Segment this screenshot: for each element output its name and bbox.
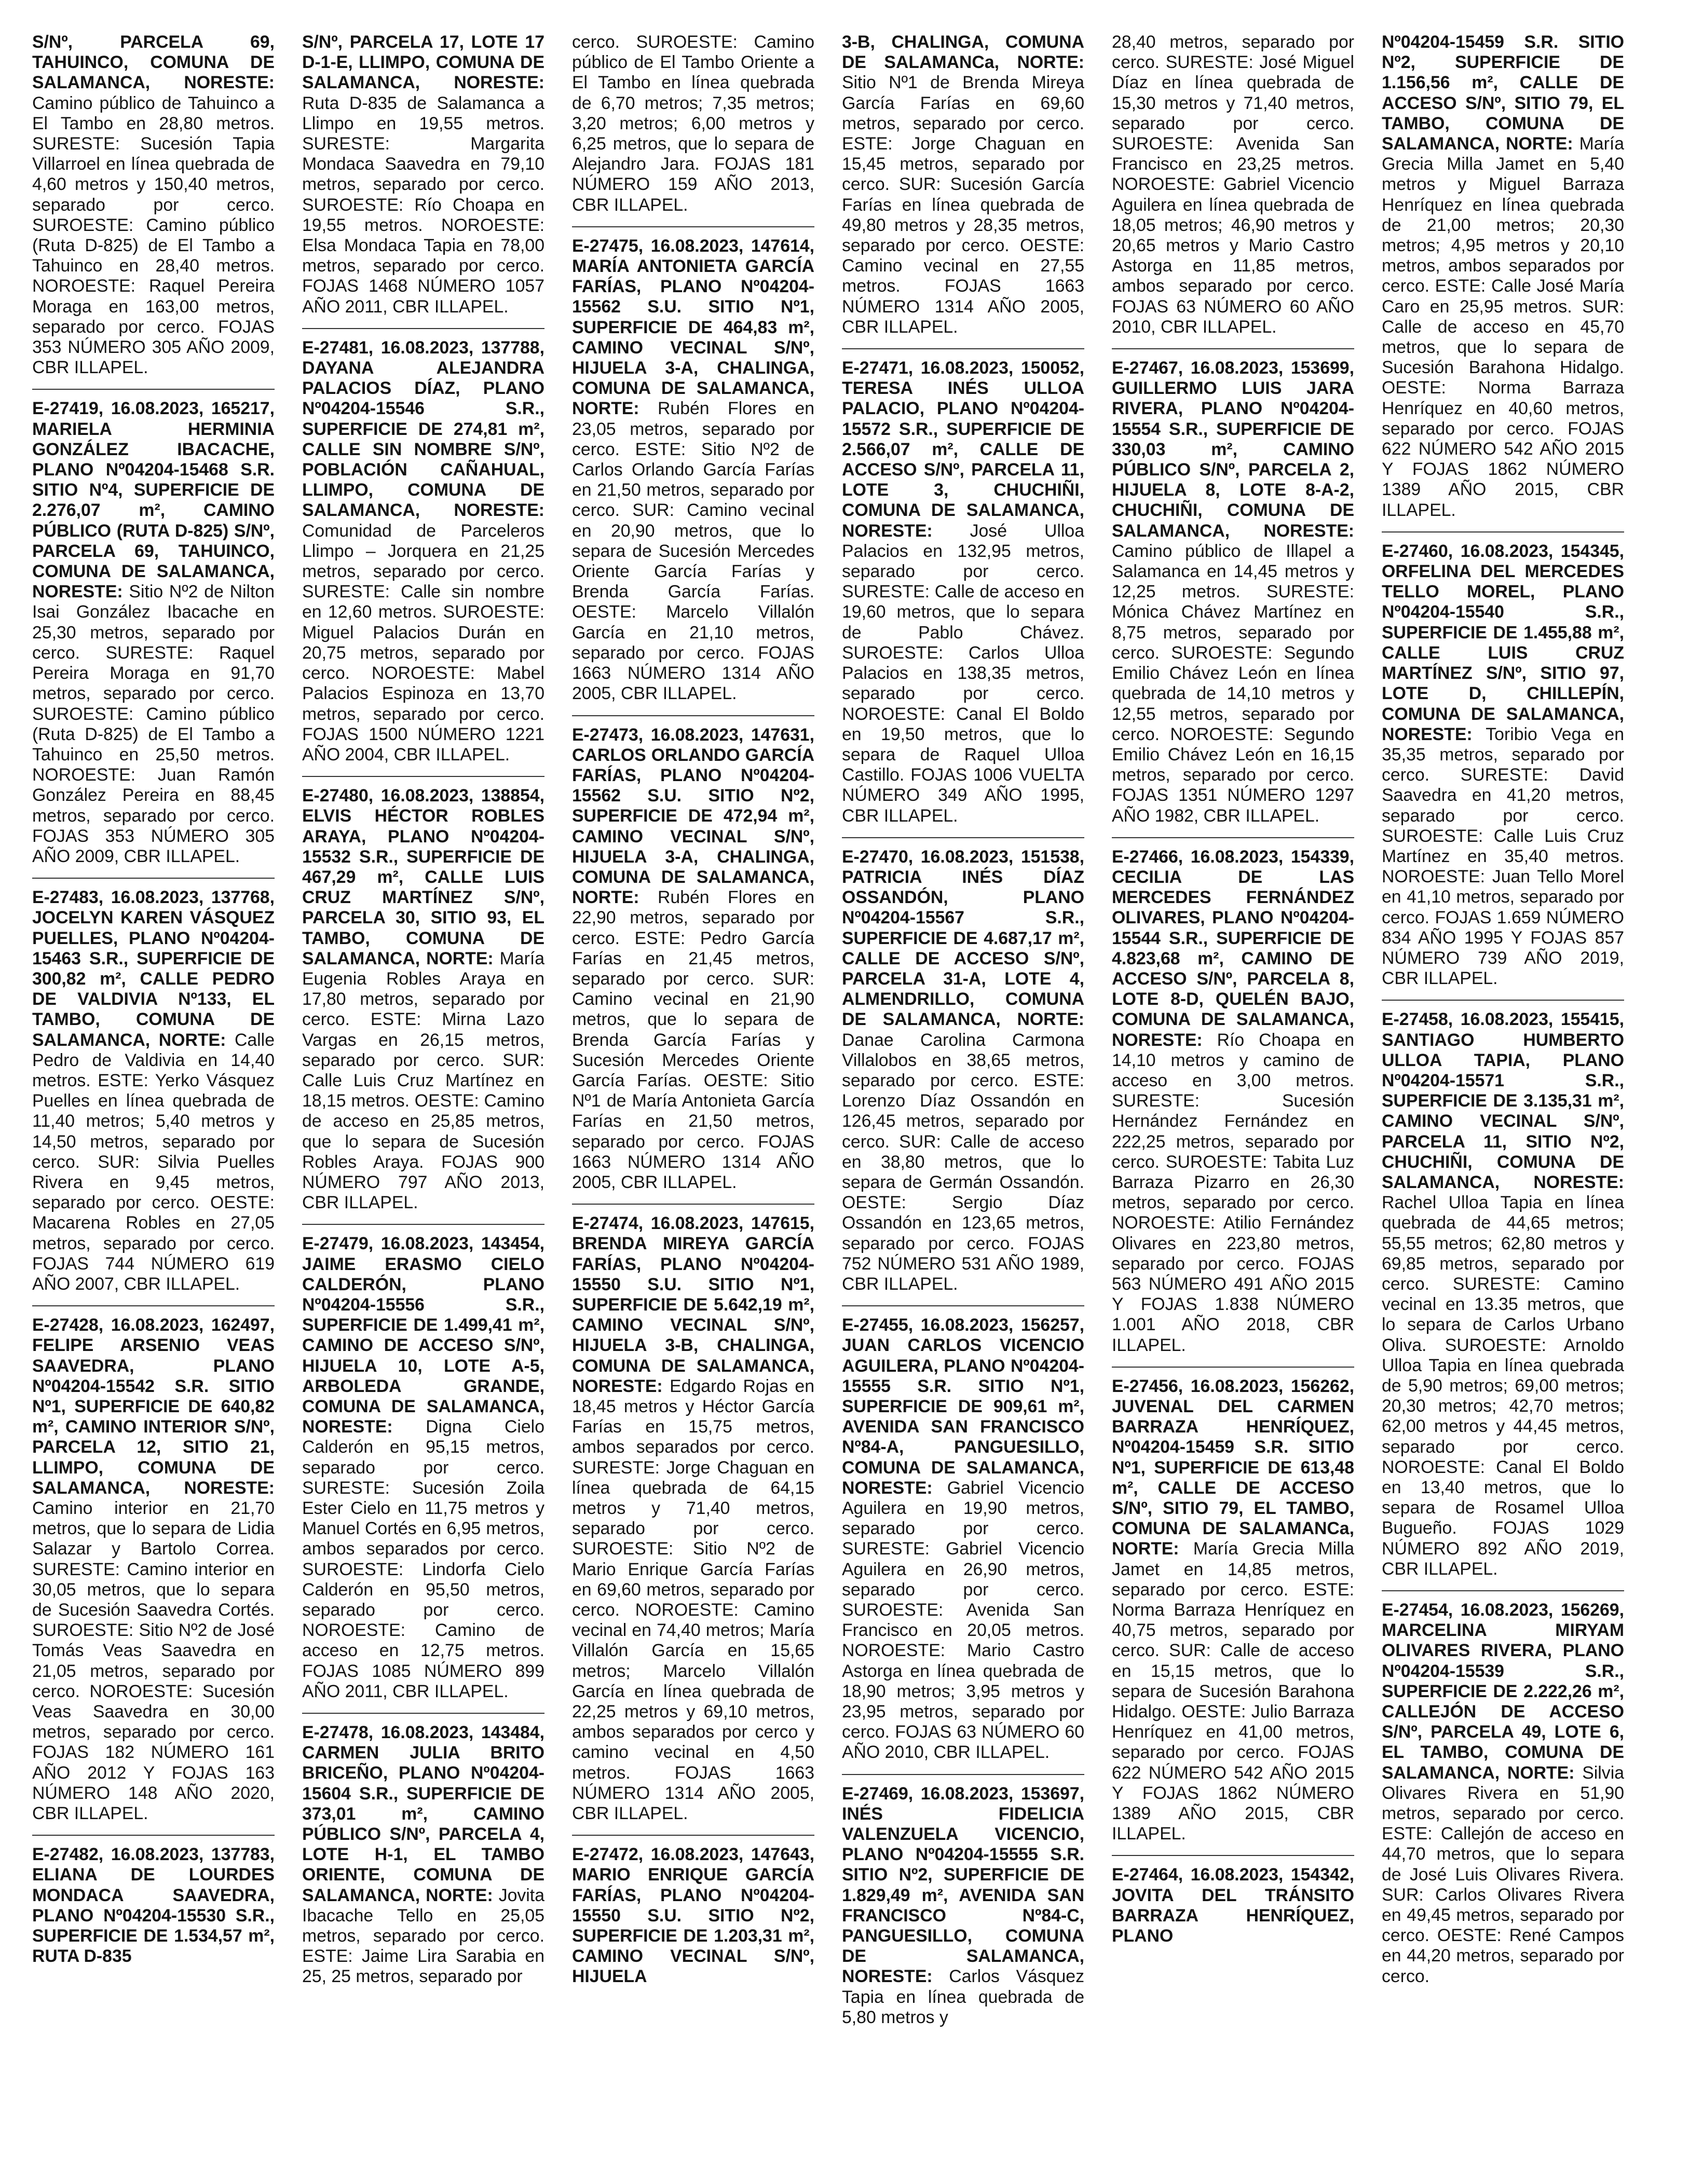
entry-body: Silvia Olivares Rivera en 51,90 metros, separado por cerco. ESTE: Callejón de acceso en 44,70 metros, que lo separa de José Luis Olivares Rivera. SUR: Carlos Olivares Rivera en 49,45 metros, separado por cerco. OESTE: René Campos en 44,20 metros, separado por cerco. <box>1382 1763 1624 1986</box>
entry-heading: E-27480, 16.08.2023, 138854, ELVIS HÉCTOR ROBLES ARAYA, PLANO Nº04204-15532 S.R., SUPERFICIE DE 467,29 m², CALLE LUIS CRUZ MARTÍNEZ S/Nº, PARCELA 30, SITIO 93, EL TAMBO, COMUNA DE SALAMANCA, NORTE: <box>302 786 544 968</box>
entry-heading: E-27456, 16.08.2023, 156262, JUVENAL DEL CARMEN BARRAZA HENRÍQUEZ, Nº04204-15459 S.R. SITIO Nº1, SUPERFICIE DE 613,48 m², CALLE DE ACCESO S/Nº, SITIO 79, EL TAMBO, COMUNA DE SALAMANCa, NORTE: <box>1112 1376 1354 1559</box>
registry-entry <box>1112 847 1354 1356</box>
entry-body: Comunidad de Parceleros Llimpo – Jorquera en 21,25 metros, separado por cerco. SURESTE: Calle sin nombre en 12,60 metros. SUROESTE: Miguel Palacios Durán en 20,75 metros, separado por cerco. NOROESTE: Mabel Palacios Espinoza en 13,70 metros, separado por cerco. FOJAS 1500 NÚMERO 1221 AÑO 2004, CBR ILLAPEL. <box>302 521 544 765</box>
entry-body: José Ulloa Palacios en 132,95 metros, separado por cerco. SURESTE: Calle de acceso en 19,60 metros, que lo separa de Pablo Chávez. SUROESTE: Carlos Ulloa Palacios en 138,35 metros, separado por cerco. NOROESTE: Canal El Boldo en 19,50 metros, que lo separa de Raquel Ulloa Castillo. FOJAS 1006 VUELTA NÚMERO 349 AÑO 1995, CBR ILLAPEL. <box>842 521 1084 826</box>
entry-heading: E-27469, 16.08.2023, 153697, INÉS FIDELICIA VALENZUELA VICENCIO, PLANO Nº04204-15555 S.R. SITIO Nº2, SUPERFICIE DE 1.829,49 m², AVENIDA SAN FRANCISCO Nº84-C, PANGUESILLO, COMUNA DE SALAMANCA, NORESTE: <box>842 1783 1084 1987</box>
registry-entry <box>572 1845 814 1987</box>
entry-heading: S/Nº, PARCELA 17, LOTE 17 D-1-E, LLIMPO, COMUNA DE SALAMANCA, NORESTE: <box>302 32 544 93</box>
registry-entry <box>302 1723 544 1987</box>
entry-body: Camino interior en 21,70 metros, que lo separa de Lidia Salazar y Bartolo Correa. SURESTE: Camino interior en 30,05 metros, que lo separa de Sucesión Saavedra Cortés. SUROESTE: Sitio Nº2 de José Tomás Veas Saavedra en 21,05 metros, separado por cerco. NOROESTE: Sucesión Veas Saavedra en 30,00 metros, separado por cerco. FOJAS 182 NÚMERO 161 AÑO 2012 Y FOJAS 163 NÚMERO 148 AÑO 2020, CBR ILLAPEL. <box>32 1498 275 1824</box>
registry-entry <box>572 725 814 1193</box>
entry-separator <box>302 1713 544 1714</box>
entry-separator <box>1112 837 1354 838</box>
entry-body: Rubén Flores en 23,05 metros, separado por cerco. ESTE: Sitio Nº2 de Carlos Orlando García Farías en 21,50 metros, separado por cerco. SUR: Camino vecinal en 20,90 metros, que lo separa de Sucesión Mercedes Oriente García Farías y Brenda García Farías. OESTE: Marcelo Villalón García en 21,10 metros, separado por cerco. FOJAS 1663 NÚMERO 1314 AÑO 2005, CBR ILLAPEL. <box>572 399 814 704</box>
registry-entry <box>32 1845 275 1967</box>
entry-heading: E-27455, 16.08.2023, 156257, JUAN CARLOS VICENCIO AGUILERA, PLANO Nº04204-15555 S.R. SITIO Nº1, SUPERFICIE DE 909,61 m², AVENIDA SAN FRANCISCO Nº84-A, PANGUESILLO, COMUNA DE SALAMANCA, NORESTE: <box>842 1315 1084 1498</box>
registry-entry <box>1382 1600 1624 1987</box>
registry-entry <box>302 786 544 1213</box>
registry-entry <box>1382 541 1624 989</box>
column-1 <box>32 32 275 2141</box>
registry-entry <box>1382 32 1624 521</box>
registry-entry <box>1112 1865 1354 1946</box>
entry-separator <box>1382 1590 1624 1591</box>
entry-heading: 3-B, CHALINGA, COMUNA DE SALAMANCa, NORTE: <box>842 32 1084 73</box>
column-5 <box>1112 32 1354 2141</box>
entry-body: Rachel Ulloa Tapia en línea quebrada de 44,65 metros; 55,55 metros; 62,80 metros y 69,85 metros, separado por cerco. SURESTE: Camino vecinal en 13.35 metros, que lo separa de Carlos Urbano Oliva. SUROESTE: Arnoldo Ulloa Tapia en línea quebrada de 5,90 metros; 69,00 metros; 20,30 metros; 42,70 metros; 62,00 metros y 44,45 metros, separado por cerco. NOROESTE: Canal El Boldo en 13,40 metros, que lo separa de Rosamel Ulloa Bugueño. FOJAS 1029 NÚMERO 892 AÑO 2019, CBR ILLAPEL. <box>1382 1193 1624 1579</box>
registry-entry <box>1382 1009 1624 1579</box>
entry-body: Rubén Flores en 22,90 metros, separado por cerco. ESTE: Pedro García Farías en 21,45 metros, separado por cerco. SUR: Camino vecinal en 21,90 metros, que lo separa de Brenda García Farías y Sucesión Mercedes Oriente García Farías. OESTE: Sitio Nº1 de María Antonieta García Farías en 21,50 metros, separado por cerco. FOJAS 1663 NÚMERO 1314 AÑO 2005, CBR ILLAPEL. <box>572 888 814 1192</box>
entry-body: Calle Pedro de Valdivia en 14,40 metros. ESTE: Yerko Vásquez Puelles en línea quebrada de 11,40 metros; 5,40 metros y 14,50 metros, separado por cerco. SUR: Silvia Puelles Rivera en 9,45 metros, separado por cerco. OESTE: Macarena Robles en 27,05 metros, separado por cerco. FOJAS 744 NÚMERO 619 AÑO 2007, CBR ILLAPEL. <box>32 1030 275 1294</box>
registry-entry <box>1112 32 1354 337</box>
entry-body: Toribio Vega en 35,35 metros, separado por cerco. SURESTE: David Saavedra en 41,20 metros, separado por cerco. SUROESTE: Calle Luis Cruz Martínez en 35,40 metros. NOROESTE: Juan Tello Morel en 41,10 metros, separado por cerco. FOJAS 1.659 NÚMERO 834 AÑO 1995 Y FOJAS 857 NÚMERO 739 AÑO 2019, CBR ILLAPEL. <box>1382 724 1624 989</box>
entry-body: Carlos Vásquez Tapia en línea quebrada de 5,80 metros y <box>842 1967 1084 2027</box>
entry-body: Gabriel Vicencio Aguilera en 19,90 metros, separado por cerco. SURESTE: Gabriel Vicencio Aguilera en 26,90 metros, separado por cerco. SUROESTE: Avenida San Francisco en 20,05 metros. NOROESTE: Mario Castro Astorga en línea quebrada de 18,90 metros; 3,95 metros y 23,95 metros, separado por cerco. FOJAS 63 NÚMERO 60 AÑO 2010, CBR ILLAPEL. <box>842 1478 1084 1763</box>
entry-body: María Grecia Milla Jamet en 14,85 metros, separado por cerco. ESTE: Norma Barraza Henríquez en 40,75 metros, separado por cerco. SUR: Calle de acceso en 15,15 metros, que lo separa de Sucesión Barahona Hidalgo. OESTE: Julio Barraza Henríquez en 41,00 metros, separado por cerco. FOJAS 622 NÚMERO 542 AÑO 2015 Y FOJAS 1862 NÚMERO 1389 AÑO 2015, CBR ILLAPEL. <box>1112 1539 1354 1844</box>
entry-body: cerco. SUROESTE: Camino público de El Tambo Oriente a El Tambo en línea quebrada de 6,70 metros; 7,35 metros; 3,20 metros; 6,00 metros y 6,25 metros, que lo separa de Alejandro Jara. FOJAS 181 NÚMERO 159 AÑO 2013, CBR ILLAPEL. <box>572 32 814 215</box>
entry-body: Jovita Ibacache Tello en 25,05 metros, separado por cerco. ESTE: Jaime Lira Sarabia en 25, 25 metros, separado por <box>302 1885 544 1987</box>
entry-separator <box>572 1835 814 1836</box>
entry-separator <box>1112 1367 1354 1368</box>
column-2 <box>302 32 544 2141</box>
registry-entry <box>1112 358 1354 826</box>
entry-heading: E-27458, 16.08.2023, 155415, SANTIAGO HUMBERTO ULLOA TAPIA, PLANO Nº04204-15571 S.R., SUPERFICIE DE 3.135,31 m², CAMINO VECINAL S/Nº, PARCELA 11, SITIO Nº2, CHUCHIÑI, COMUNA DE SALAMANCA, NORESTE: <box>1382 1009 1624 1192</box>
entry-heading: Nº04204-15459 S.R. SITIO Nº2, SUPERFICIE DE 1.156,56 m², CALLE DE ACCESO S/Nº, SITIO 79, EL TAMBO, COMUNA DE SALAMANCA, NORTE: <box>1382 32 1624 154</box>
entry-heading: S/Nº, PARCELA 69, TAHUINCO, COMUNA DE SALAMANCA, NORESTE: <box>32 32 275 93</box>
entry-heading: E-27483, 16.08.2023, 137768, JOCELYN KAREN VÁSQUEZ PUELLES, PLANO Nº04204-15463 S.R., SUPERFICIE DE 300,82 m², CALLE PEDRO DE VALDIVIA Nº133, EL TAMBO, COMUNA DE SALAMANCA, NORTE: <box>32 888 275 1050</box>
entry-heading: E-27464, 16.08.2023, 154342, JOVITA DEL TRÁNSITO BARRAZA HENRÍQUEZ, PLANO <box>1112 1865 1354 1946</box>
entry-separator <box>302 1224 544 1225</box>
entry-heading: E-27470, 16.08.2023, 151538, PATRICIA INÉS DÍAZ OSSANDÓN, PLANO Nº04204-15567 S.R., SUPERFICIE DE 4.687,17 m², CALLE DE ACCESO S/Nº, PARCELA 31-A, LOTE 4, ALMENDRILLO, COMUNA DE SALAMANCA, NORTE: <box>842 847 1084 1030</box>
entry-body: María Grecia Milla Jamet en 5,40 metros y Miguel Barraza Henríquez en línea quebrada de 21,00 metros; 20,30 metros; 4,95 metros y 20,10 metros, ambos separados por cerco. ESTE: Calle José María Caro en 25,95 metros. SUR: Calle de acceso en 45,70 metros, que lo separa de Sucesión Barahona Hidalgo. OESTE: Norma Barraza Henríquez en 40,60 metros, separado por cerco. FOJAS 622 NÚMERO 542 AÑO 2015 Y FOJAS 1862 NÚMERO 1389 AÑO 2015, CBR ILLAPEL. <box>1382 134 1624 520</box>
registry-entry <box>32 32 275 378</box>
entry-heading: E-27478, 16.08.2023, 143484, CARMEN JULIA BRITO BRICEÑO, PLANO Nº04204-15604 S.R., SUPERFICIE DE 373,01 m², CAMINO PÚBLICO S/Nº, PARCELA 4, LOTE H-1, EL TAMBO ORIENTE, COMUNA DE SALAMANCA, NORTE: <box>302 1723 544 1905</box>
registry-entry <box>32 399 275 867</box>
entry-body: María Eugenia Robles Araya en 17,80 metros, separado por cerco. ESTE: Mirna Lazo Vargas en 26,15 metros, separado por cerco. SUR: Calle Luis Cruz Martínez en 18,15 metros. OESTE: Camino de acceso en 25,85 metros, que lo separa de Sucesión Robles Araya. FOJAS 900 NÚMERO 797 AÑO 2013, CBR ILLAPEL. <box>302 948 544 1213</box>
column-5-entries <box>1112 32 1354 1946</box>
entry-separator <box>842 1305 1084 1306</box>
column-2-entries <box>302 32 544 1987</box>
entry-separator <box>32 1835 275 1836</box>
entry-separator <box>842 1774 1084 1775</box>
entry-separator <box>842 837 1084 838</box>
entry-heading: E-27428, 16.08.2023, 162497, FELIPE ARSENIO VEAS SAAVEDRA, PLANO Nº04204-15542 S.R. SITIO Nº1, SUPERFICIE DE 640,82 m², CAMINO INTERIOR S/Nº, PARCELA 12, SITIO 21, LLIMPO, COMUNA DE SALAMANCA, NORESTE: <box>32 1315 275 1498</box>
registry-entry <box>1112 1376 1354 1845</box>
entry-heading: E-27475, 16.08.2023, 147614, MARÍA ANTONIETA GARCÍA FARÍAS, PLANO Nº04204-15562 S.U. SITIO Nº1, SUPERFICIE DE 464,83 m², CAMINO VECINAL S/Nº, HIJUELA 3-A, CHALINGA, COMUNA DE SALAMANCA, NORTE: <box>572 236 814 419</box>
column-3-entries <box>572 32 814 1987</box>
entry-separator <box>572 1204 814 1205</box>
registry-entry <box>842 358 1084 826</box>
entry-separator <box>302 328 544 329</box>
entry-heading: E-27472, 16.08.2023, 147643, MARIO ENRIQUE GARCÍA FARÍAS, PLANO Nº04204-15550 S.U. SITIO Nº2, SUPERFICIE DE 1.203,31 m², CAMINO VECINAL S/Nº, HIJUELA <box>572 1845 814 1987</box>
entry-separator <box>1382 1000 1624 1001</box>
registry-entry <box>302 338 544 765</box>
column-3 <box>572 32 814 2141</box>
entry-separator <box>32 389 275 390</box>
entry-separator <box>572 226 814 227</box>
registry-entry <box>842 1784 1084 2028</box>
column-1-entries <box>32 32 275 1967</box>
entry-body: Sitio Nº1 de Brenda Mireya García Farías en 69,60 metros, separado por cerco. ESTE: Jorge Chaguan en 15,45 metros, separado por cerco. SUR: Sucesión García Farías en línea quebrada de 49,80 metros y 28,35 metros, separado por cerco. OESTE: Camino vecinal en 27,55 metros. FOJAS 1663 NÚMERO 1314 AÑO 2005, CBR ILLAPEL. <box>842 73 1084 337</box>
entry-heading: E-27479, 16.08.2023, 143454, JAIME ERASMO CIELO CALDERÓN, PLANO Nº04204-15556 S.R., SUPERFICIE DE 1.499,41 m², CAMINO DE ACCESO S/Nº, HIJUELA 10, LOTE A-5, ARBOLEDA GRANDE, COMUNA DE SALAMANCA, NORESTE: <box>302 1234 544 1437</box>
entry-heading: E-27419, 16.08.2023, 165217, MARIELA HERMINIA GONZÁLEZ IBACACHE, PLANO Nº04204-15468 S.R. SITIO Nº4, SUPERFICIE DE 2.276,07 m², CAMINO PÚBLICO (RUTA D-825) S/Nº, PARCELA 69, TAHUINCO, COMUNA DE SALAMANCA, NORESTE: <box>32 399 275 602</box>
entry-heading: E-27454, 16.08.2023, 156269, MARCELINA MIRYAM OLIVARES RIVERA, PLANO Nº04204-15539 S.R., SUPERFICIE DE 2.222,26 m², CALLEJÓN DE ACCESO S/Nº, PARCELA 49, LOTE 6, EL TAMBO, COMUNA DE SALAMANCA, NORTE: <box>1382 1600 1624 1783</box>
entry-body: Camino público de Illapel a Salamanca en 14,45 metros y 12,25 metros. SURESTE: Mónica Chávez Martínez en 8,75 metros, separado por cerco. SUROESTE: Segundo Emilio Chávez León en línea quebrada de 14,10 metros y 12,55 metros, separado por cerco. NOROESTE: Segundo Emilio Chávez León en 16,15 metros, separado por cerco. FOJAS 1351 NÚMERO 1297 AÑO 1982, CBR ILLAPEL. <box>1112 541 1354 826</box>
registry-entry <box>32 888 275 1294</box>
registry-entry <box>32 1315 275 1824</box>
entry-separator <box>572 715 814 716</box>
entry-heading: E-27471, 16.08.2023, 150052, TERESA INÉS ULLOA PALACIO, PLANO Nº04204-15572 S.R., SUPERFICIE DE 2.566,07 m², CALLE DE ACCESO S/Nº, PARCELA 11, LOTE 3, CHUCHIÑI, COMUNA DE SALAMANCA, NORESTE: <box>842 358 1084 541</box>
entry-separator <box>842 348 1084 349</box>
entry-separator <box>1382 531 1624 533</box>
registry-entry <box>302 1234 544 1702</box>
entry-separator <box>1112 1855 1354 1856</box>
registry-entry <box>572 32 814 215</box>
column-6 <box>1382 32 1624 2141</box>
entry-heading: E-27482, 16.08.2023, 137783, ELIANA DE LOURDES MONDACA SAAVEDRA, PLANO Nº04204-15530 S.R., SUPERFICIE DE 1.534,57 m², RUTA D-835 <box>32 1845 275 1967</box>
entry-separator <box>302 776 544 777</box>
registry-entry <box>302 32 544 317</box>
entry-body: Edgardo Rojas en 18,45 metros y Héctor García Farías en 15,75 metros, ambos separados por cerco. SURESTE: Jorge Chaguan en línea quebrada de 64,15 metros y 71,40 metros, separado por cerco. SUROESTE: Sitio Nº2 de Mario Enrique García Farías en 69,60 metros, separado por cerco. NOROESTE: Camino vecinal en 74,40 metros; María Villalón García en 15,65 metros; Marcelo Villalón García en línea quebrada de 22,25 metros y 69,10 metros, ambos separados por cerco y camino vecinal en 4,50 metros. FOJAS 1663 NÚMERO 1314 AÑO 2005, CBR ILLAPEL. <box>572 1376 814 1824</box>
registry-entry <box>572 236 814 704</box>
entry-heading: E-27460, 16.08.2023, 154345, ORFELINA DEL MERCEDES TELLO MOREL, PLANO Nº04204-15540 S.R., SUPERFICIE DE 1.455,88 m², CALLE LUIS CRUZ MARTÍNEZ S/Nº, SITIO 97, LOTE D, CHILLEPÍN, COMUNA DE SALAMANCA, NORESTE: <box>1382 541 1624 744</box>
entry-separator <box>32 1305 275 1306</box>
entry-body: Sitio Nº2 de Nilton Isai González Ibacache en 25,30 metros, separado por cerco. SURESTE: Raquel Pereira Moraga en 91,70 metros, separado por cerco. SUROESTE: Camino público (Ruta D-825) de El Tambo a Tahuinco en 25,50 metros. NOROESTE: Juan Ramón González Pereira en 88,45 metros, separado por cerco. FOJAS 353 NÚMERO 305 AÑO 2009, CBR ILLAPEL. <box>32 582 275 866</box>
column-6-entries <box>1382 32 1624 1987</box>
entry-body: 28,40 metros, separado por cerco. SURESTE: José Miguel Díaz en línea quebrada de 15,30 metros y 71,40 metros, separado por cerco. SUROESTE: Avenida San Francisco en 23,25 metros. NOROESTE: Gabriel Vicencio Aguilera en línea quebrada de 18,05 metros; 46,90 metros y 20,65 metros y Mario Castro Astorga en 11,85 metros, ambos separado por cerco. FOJAS 63 NÚMERO 60 AÑO 2010, CBR ILLAPEL. <box>1112 32 1354 337</box>
entry-heading: E-27474, 16.08.2023, 147615, BRENDA MIREYA GARCÍA FARÍAS, PLANO Nº04204-15550 S.U. SITIO Nº1, SUPERFICIE DE 5.642,19 m², CAMINO VECINAL S/Nº, HIJUELA 3-B, CHALINGA, COMUNA DE SALAMANCA, NORESTE: <box>572 1213 814 1396</box>
entry-body: Digna Cielo Calderón en 95,15 metros, separado por cerco. SURESTE: Sucesión Zoila Ester Cielo en 11,75 metros y Manuel Cortés en 6,95 metros, ambos separados por cerco. SUROESTE: Lindorfa Cielo Calderón en 95,50 metros, separado por cerco. NOROESTE: Camino de acceso en 12,75 metros. FOJAS 1085 NÚMERO 899 AÑO 2011, CBR ILLAPEL. <box>302 1417 544 1701</box>
entry-heading: E-27481, 16.08.2023, 137788, DAYANA ALEJANDRA PALACIOS DÍAZ, PLANO Nº04204-15546 S.R., SUPERFICIE DE 274,81 m², CALLE SIN NOMBRE S/Nº, POBLACIÓN CAÑAHUAL, LLIMPO, COMUNA DE SALAMANCA, NORESTE: <box>302 337 544 521</box>
column-4 <box>842 32 1084 2141</box>
registry-entry <box>842 32 1084 337</box>
entry-heading: E-27466, 16.08.2023, 154339, CECILIA DE LAS MERCEDES FERNÁNDEZ OLIVARES, PLANO Nº04204-15544 S.R., SUPERFICIE DE 4.823,68 m², CAMINO DE ACCESO S/Nº, PARCELA 8, LOTE 8-D, QUELÉN BAJO, COMUNA DE SALAMANCA, NORESTE: <box>1112 847 1354 1050</box>
entry-body: Ruta D-835 de Salamanca a Llimpo en 19,55 metros. SURESTE: Margarita Mondaca Saavedra en 79,10 metros, separado por cerco. SUROESTE: Río Choapa en 19,55 metros. NOROESTE: Elsa Mondaca Tapia en 78,00 metros, separado por cerco. FOJAS 1468 NÚMERO 1057 AÑO 2011, CBR ILLAPEL. <box>302 93 544 317</box>
registry-entry <box>842 847 1084 1294</box>
entry-body: Camino público de Tahuinco a El Tambo en 28,80 metros. SURESTE: Sucesión Tapia Villarroel en línea quebrada de 4,60 metros y 150,40 metros, separado por cerco. SUROESTE: Camino público (Ruta D-825) de El Tambo a Tahuinco en 28,40 metros. NOROESTE: Raquel Pereira Moraga en 163,00 metros, separado por cerco. FOJAS 353 NÚMERO 305 AÑO 2009, CBR ILLAPEL. <box>32 93 275 378</box>
entry-body: Danae Carolina Carmona Villalobos en 38,65 metros, separado por cerco. ESTE: Lorenzo Díaz Ossandón en 126,45 metros, separado por cerco. SUR: Calle de acceso en 38,80 metros, que lo separa de Germán Ossandón. OESTE: Sergio Díaz Ossandón en 123,65 metros, separado por cerco. FOJAS 752 NÚMERO 531 AÑO 1989, CBR ILLAPEL. <box>842 1030 1084 1294</box>
entry-heading: E-27467, 16.08.2023, 153699, GUILLERMO LUIS JARA RIVERA, PLANO Nº04204-15554 S.R., SUPERFICIE DE 330,03 m², CAMINO PÚBLICO S/Nº, PARCELA 2, HIJUELA 8, LOTE 8-A-2, CHUCHIÑI, COMUNA DE SALAMANCA, NORESTE: <box>1112 358 1354 541</box>
registry-entry <box>842 1315 1084 1763</box>
entry-body: Río Choapa en 14,10 metros y camino de acceso en 3,00 metros. SURESTE: Sucesión Hernández Fernández en 222,25 metros, separado por cerco. SUROESTE: Tabita Luz Barraza Pizarro en 26,30 metros, separado por cerco. NOROESTE: Atilio Fernández Olivares en 223,80 metros, separado por cerco. FOJAS 563 NÚMERO 491 AÑO 2015 Y FOJAS 1.838 NÚMERO 1.001 AÑO 2018, CBR ILLAPEL. <box>1112 1030 1354 1355</box>
entry-separator <box>1112 348 1354 349</box>
entry-separator <box>32 878 275 879</box>
column-4-entries <box>842 32 1084 2028</box>
registry-entry <box>572 1213 814 1824</box>
entry-heading: E-27473, 16.08.2023, 147631, CARLOS ORLANDO GARCÍA FARÍAS, PLANO Nº04204-15562 S.U. SITIO Nº2, SUPERFICIE DE 472,94 m², CAMINO VECINAL S/Nº, HIJUELA 3-A, CHALINGA, COMUNA DE SALAMANCA, NORTE: <box>572 725 814 908</box>
